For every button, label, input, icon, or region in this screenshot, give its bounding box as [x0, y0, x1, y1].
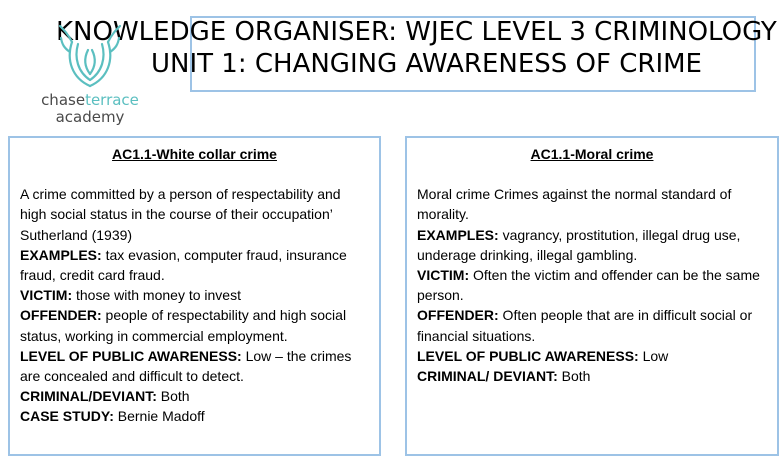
- offender-row: OFFENDER: people of respectability and high social status, working in commercial employment.: [20, 307, 347, 344]
- stag-antler-icon: [58, 20, 122, 90]
- definition-text: A crime committed by a person of respectability and high social status in the course of their occupation’ Sutherland (1939): [20, 186, 341, 243]
- school-logo: [20, 18, 160, 128]
- victim-row: VICTIM: those with money to invest: [20, 287, 241, 304]
- white-collar-crime-panel: [8, 136, 381, 456]
- awareness-row: LEVEL OF PUBLIC AWARENESS: Low: [417, 347, 669, 364]
- logo-text: [20, 92, 160, 126]
- definition-text: Moral crime Crimes against the normal standard of morality.: [417, 186, 732, 223]
- logo-word-chase: chase: [41, 91, 86, 109]
- page-title: [56, 16, 784, 86]
- awareness-row: LEVEL OF PUBLIC AWARENESS: Low – the crimes are concealed and difficult to detect.: [20, 347, 352, 385]
- victim-row: VICTIM: Often the victim and offender can be the same person.: [417, 267, 760, 304]
- title-line-1: KNOWLEDGE ORGANISER: WJEC LEVEL 3 CRIMINOLOGY: [56, 17, 777, 47]
- examples-row: EXAMPLES: vagrancy, prostitution, illegal drug use, underage drinking, illegal gambling.: [417, 226, 741, 263]
- panel-heading: AC1.1-Moral crime: [530, 146, 654, 162]
- logo-word-academy: academy: [55, 108, 125, 126]
- criminal-deviant-row: CRIMINAL/DEVIANT: Both: [20, 388, 190, 405]
- examples-row: EXAMPLES: tax evasion, computer fraud, insurance fraud, credit card fraud.: [20, 246, 347, 284]
- criminal-deviant-row: CRIMINAL/ DEVIANT: Both: [417, 368, 591, 385]
- offender-row: OFFENDER: Often people that are in difficult social or financial situations.: [417, 307, 753, 344]
- moral-crime-panel: [405, 136, 779, 456]
- title-line-2: UNIT 1: CHANGING AWARENESS OF CRIME: [151, 49, 702, 79]
- logo-word-terrace: terrace: [85, 91, 139, 109]
- panel-heading: AC1.1-White collar crime: [112, 146, 277, 162]
- case-study-row: CASE STUDY: Bernie Madoff: [20, 408, 205, 425]
